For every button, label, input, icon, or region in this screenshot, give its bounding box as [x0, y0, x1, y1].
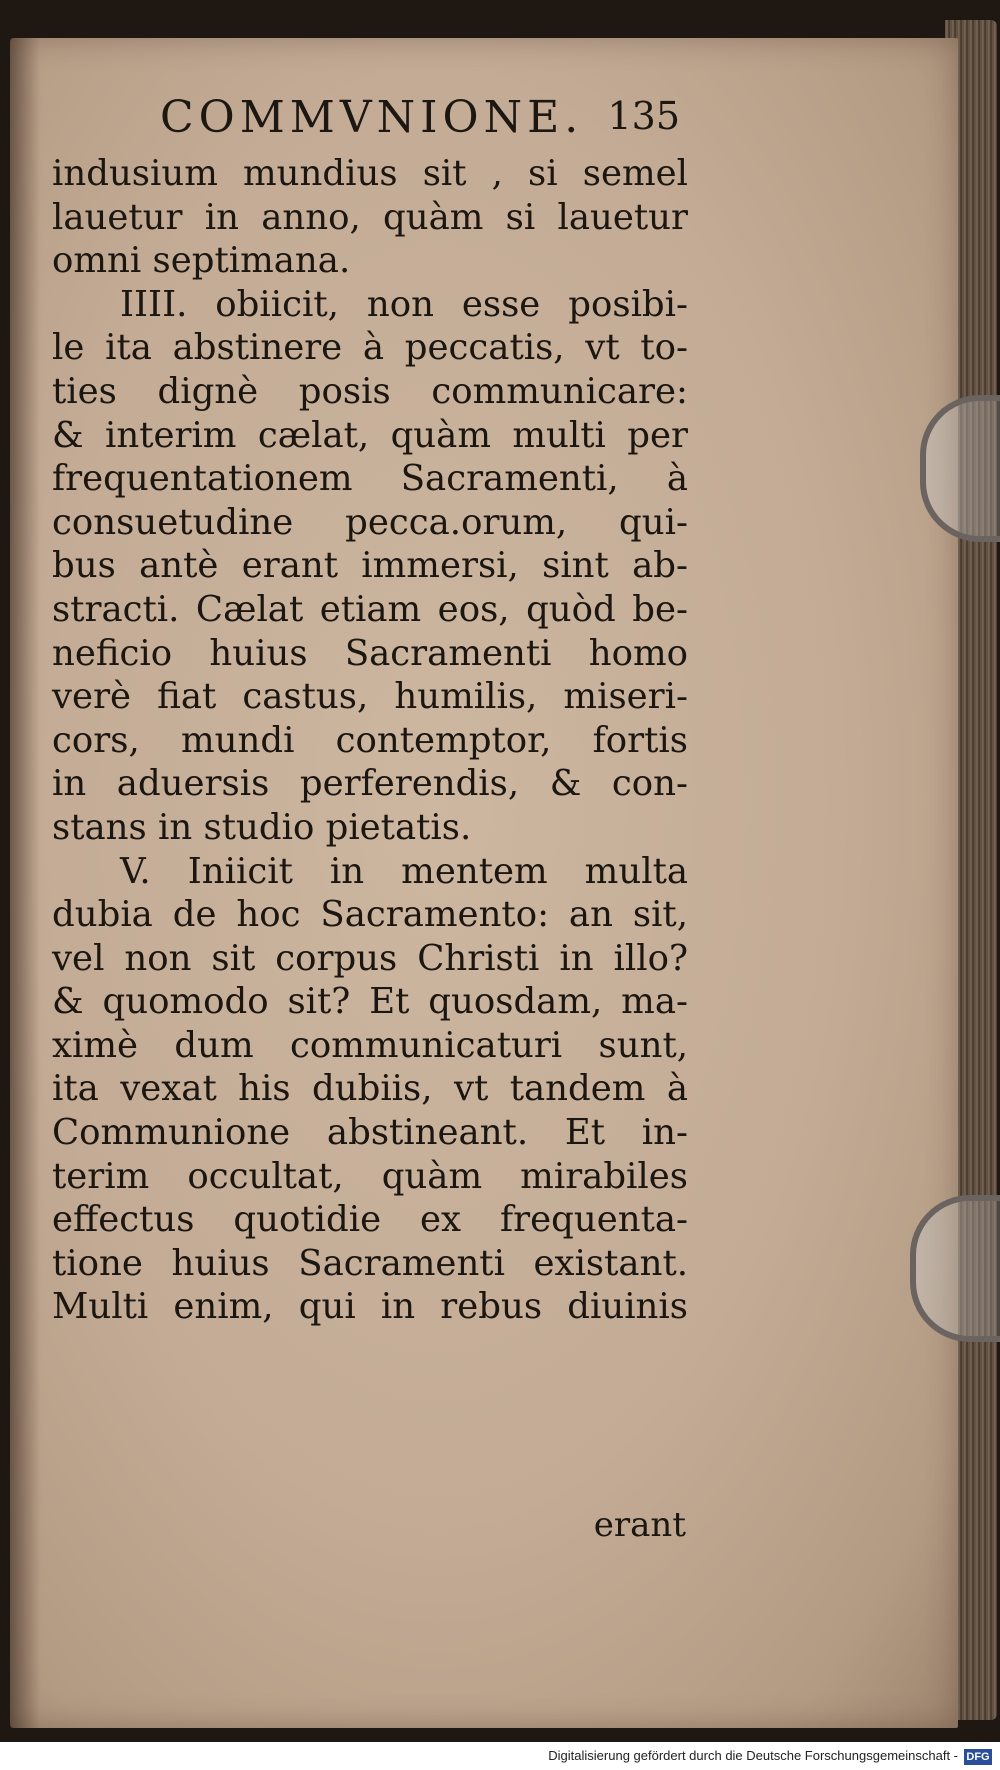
text-line: cors, mundi contemptor, fortis	[52, 719, 688, 761]
text-line: stracti. Cælat etiam eos, quòd be-	[52, 588, 688, 630]
text-line: effectus quotidie ex frequenta-	[52, 1199, 688, 1241]
text-line: ties dignè posis communicare:	[52, 370, 688, 412]
text-line: le ita abstinere à peccatis, vt to-	[52, 327, 688, 369]
text-line: Multi enim, qui in rebus diuinis	[52, 1286, 688, 1328]
text-line: & interim cælat, quàm multi per	[52, 414, 688, 456]
text-line: verè fiat castus, humilis, miseri-	[52, 676, 688, 718]
text-line: tione huius Sacramenti existant.	[52, 1242, 688, 1284]
text-line: ximè dum communicaturi sunt,	[52, 1024, 688, 1066]
text-line: dubia de hoc Sacramento: an sit,	[52, 894, 688, 936]
text-line: Communione abstineant. Et in-	[52, 1112, 688, 1154]
text-line: lauetur in anno, quàm si lauetur	[52, 196, 688, 238]
dfg-logo-icon: DFG	[964, 1749, 992, 1765]
book-clasp-lower	[910, 1195, 1000, 1342]
text-line: neficio huius Sacramenti homo	[52, 632, 688, 674]
page-gutter-shadow	[10, 38, 40, 1728]
text-line: bus antè erant immersi, sint ab-	[52, 545, 688, 587]
text-line: in aduersis perferendis, & con-	[52, 763, 688, 805]
footer-credit: Digitalisierung gefördert durch die Deutsche Forschungsgemeinschaft -	[548, 1748, 958, 1763]
running-head	[160, 92, 680, 148]
text-line: V. Iniicit in mentem multa	[120, 850, 688, 892]
page-number: 135	[607, 94, 680, 138]
running-head-title: COMMVNIONE.	[160, 92, 584, 143]
text-line: vel non sit corpus Christi in illo?	[52, 937, 688, 979]
text-line: consuetudine pecca.orum, qui-	[52, 501, 688, 543]
text-line: omni septimana.	[52, 240, 351, 282]
digitization-footer	[0, 1742, 1000, 1770]
body-text	[52, 152, 688, 1329]
text-line: IIII. obiicit, non esse posibi-	[120, 283, 688, 325]
text-line: stans in studio pietatis.	[52, 806, 472, 848]
text-line: indusium mundius sit , si semel	[52, 153, 688, 194]
text-line: terim occultat, quàm mirabiles	[52, 1155, 688, 1197]
catchword: erant	[593, 1505, 686, 1545]
text-line: & quomodo sit? Et quosdam, ma-	[52, 981, 688, 1023]
text-line: frequentationem Sacramenti, à	[52, 458, 688, 500]
text-line: ita vexat his dubiis, vt tandem à	[52, 1068, 688, 1110]
